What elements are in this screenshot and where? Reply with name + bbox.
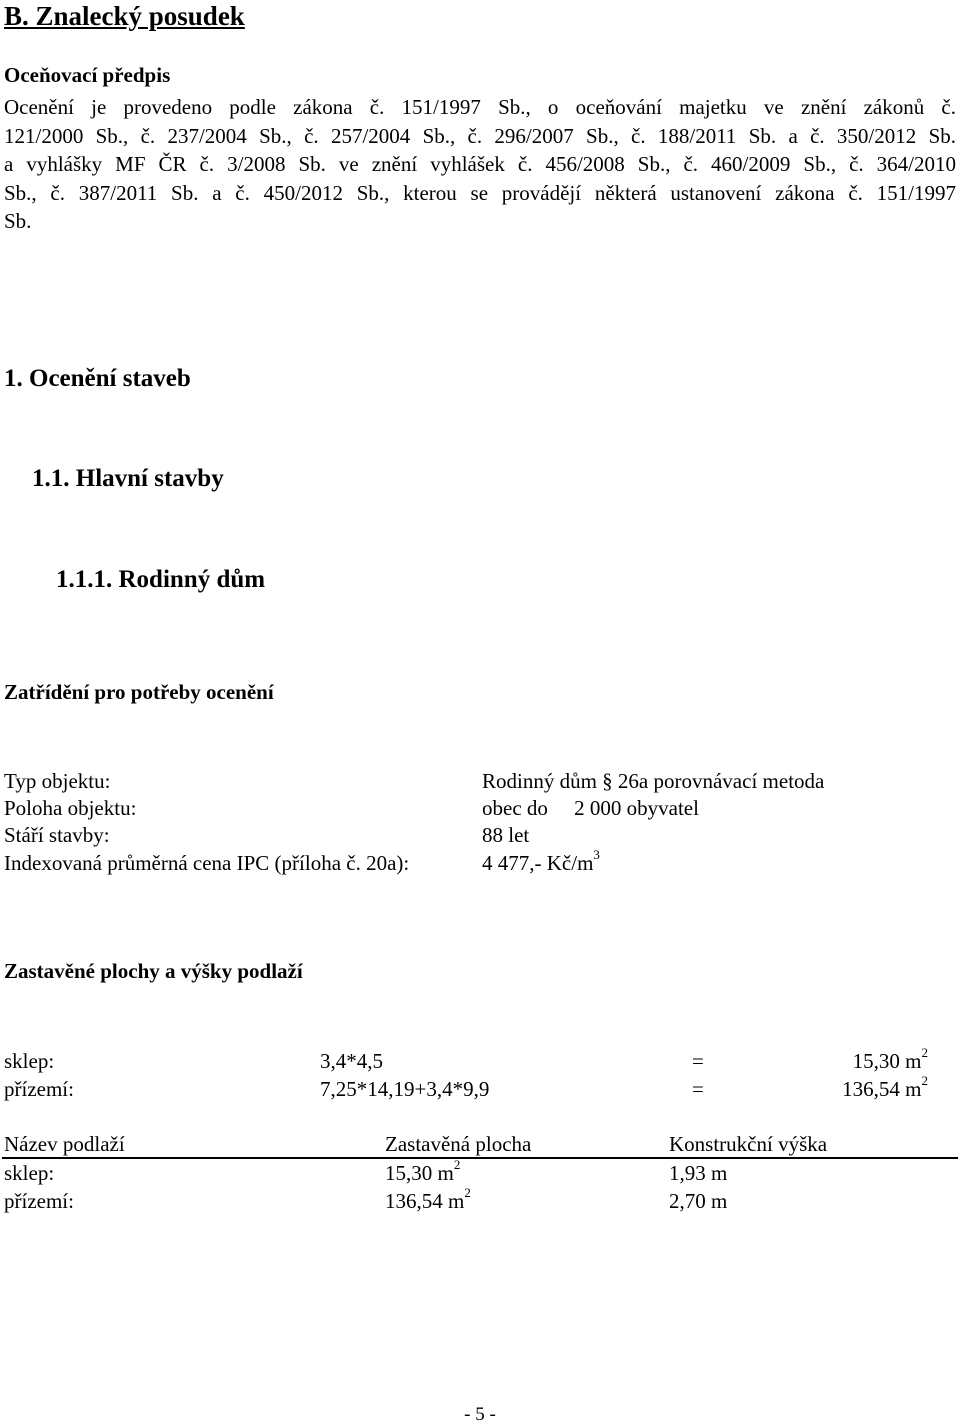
classification-title: Zatřídění pro potřeby ocenění	[4, 680, 274, 704]
areas-title: Zastavěné plochy a výšky podlaží	[4, 959, 303, 983]
regulation-line: 121/2000 Sb., č. 237/2004 Sb., č. 257/2004 Sb., č. 296/2007 Sb., č. 188/2011 Sb. a č. 350/2012 Sb.	[4, 123, 956, 148]
unit-exponent: 2	[453, 1157, 461, 1172]
section-1-1-1-heading: 1.1.1. Rodinný dům	[56, 566, 266, 593]
classification-label: Indexovaná průměrná cena IPC (příloha č. 20a):	[4, 851, 410, 875]
area-name: přízemí:	[4, 1077, 74, 1101]
area-result	[842, 1075, 928, 1103]
unit-exponent: 2	[464, 1185, 471, 1200]
floor-height: 1,93 m	[669, 1161, 728, 1185]
regulation-line: a vyhlášky MF ČR č. 3/2008 Sb. ve znění vyhlášek č. 456/2008 Sb., č. 460/2009 Sb., č. 364/2010	[4, 152, 956, 176]
floor-area	[385, 1187, 471, 1215]
area-value: 15,30 m	[852, 1049, 922, 1073]
floor-name: sklep:	[4, 1161, 55, 1185]
area-result	[853, 1047, 928, 1075]
area-formula: 7,25*14,19+3,4*9,9	[320, 1077, 490, 1101]
table-header-divider	[2, 1157, 958, 1159]
floor-area	[385, 1159, 460, 1187]
classification-value: 88 let	[482, 823, 530, 847]
regulation-line: Sb.	[4, 209, 32, 233]
floor-table-header: Zastavěná plocha	[385, 1132, 532, 1156]
regulation-line: Ocenění je provedeno podle zákona č. 151/1997 Sb., o oceňování majetku ve znění zákonů č.	[4, 95, 956, 119]
area-value: 136,54 m	[842, 1077, 922, 1101]
floor-name: přízemí:	[4, 1189, 74, 1213]
floor-height: 2,70 m	[669, 1189, 728, 1213]
unit-exponent: 2	[921, 1045, 928, 1060]
area-equals: =	[692, 1049, 704, 1073]
classification-label: Typ objektu:	[4, 769, 111, 793]
area-name: sklep:	[4, 1049, 55, 1073]
unit-exponent: 2	[921, 1073, 928, 1088]
ipc-value: 4 477,- Kč/m	[482, 851, 594, 875]
classification-value	[482, 849, 600, 877]
regulation-paragraph	[4, 93, 956, 236]
section-1-1-heading: 1.1. Hlavní stavby	[32, 465, 224, 492]
section-1-heading: 1. Ocenění staveb	[4, 365, 191, 392]
unit-exponent: 3	[593, 847, 600, 862]
classification-label: Stáří stavby:	[4, 823, 110, 847]
classification-value: Rodinný dům § 26a porovnávací metoda	[482, 769, 825, 793]
area-equals: =	[692, 1077, 704, 1101]
page-number: - 5 -	[464, 1404, 496, 1425]
document-heading: B. Znalecký posudek	[4, 1, 245, 31]
floor-area-value: 15,30 m	[385, 1161, 454, 1185]
floor-table-header: Konstrukční výška	[669, 1132, 828, 1156]
area-formula: 3,4*4,5	[320, 1049, 383, 1073]
classification-value: obec do 2 000 obyvatel	[482, 796, 699, 820]
classification-label: Poloha objektu:	[4, 796, 137, 820]
regulation-title: Oceňovací předpis	[4, 63, 171, 87]
floor-area-value: 136,54 m	[385, 1189, 465, 1213]
regulation-line: Sb., č. 387/2011 Sb. a č. 450/2012 Sb., kterou se provádějí některá ustanovení zákona č. 151/1997	[4, 180, 956, 205]
floor-table-header: Název podlaží	[4, 1132, 125, 1156]
